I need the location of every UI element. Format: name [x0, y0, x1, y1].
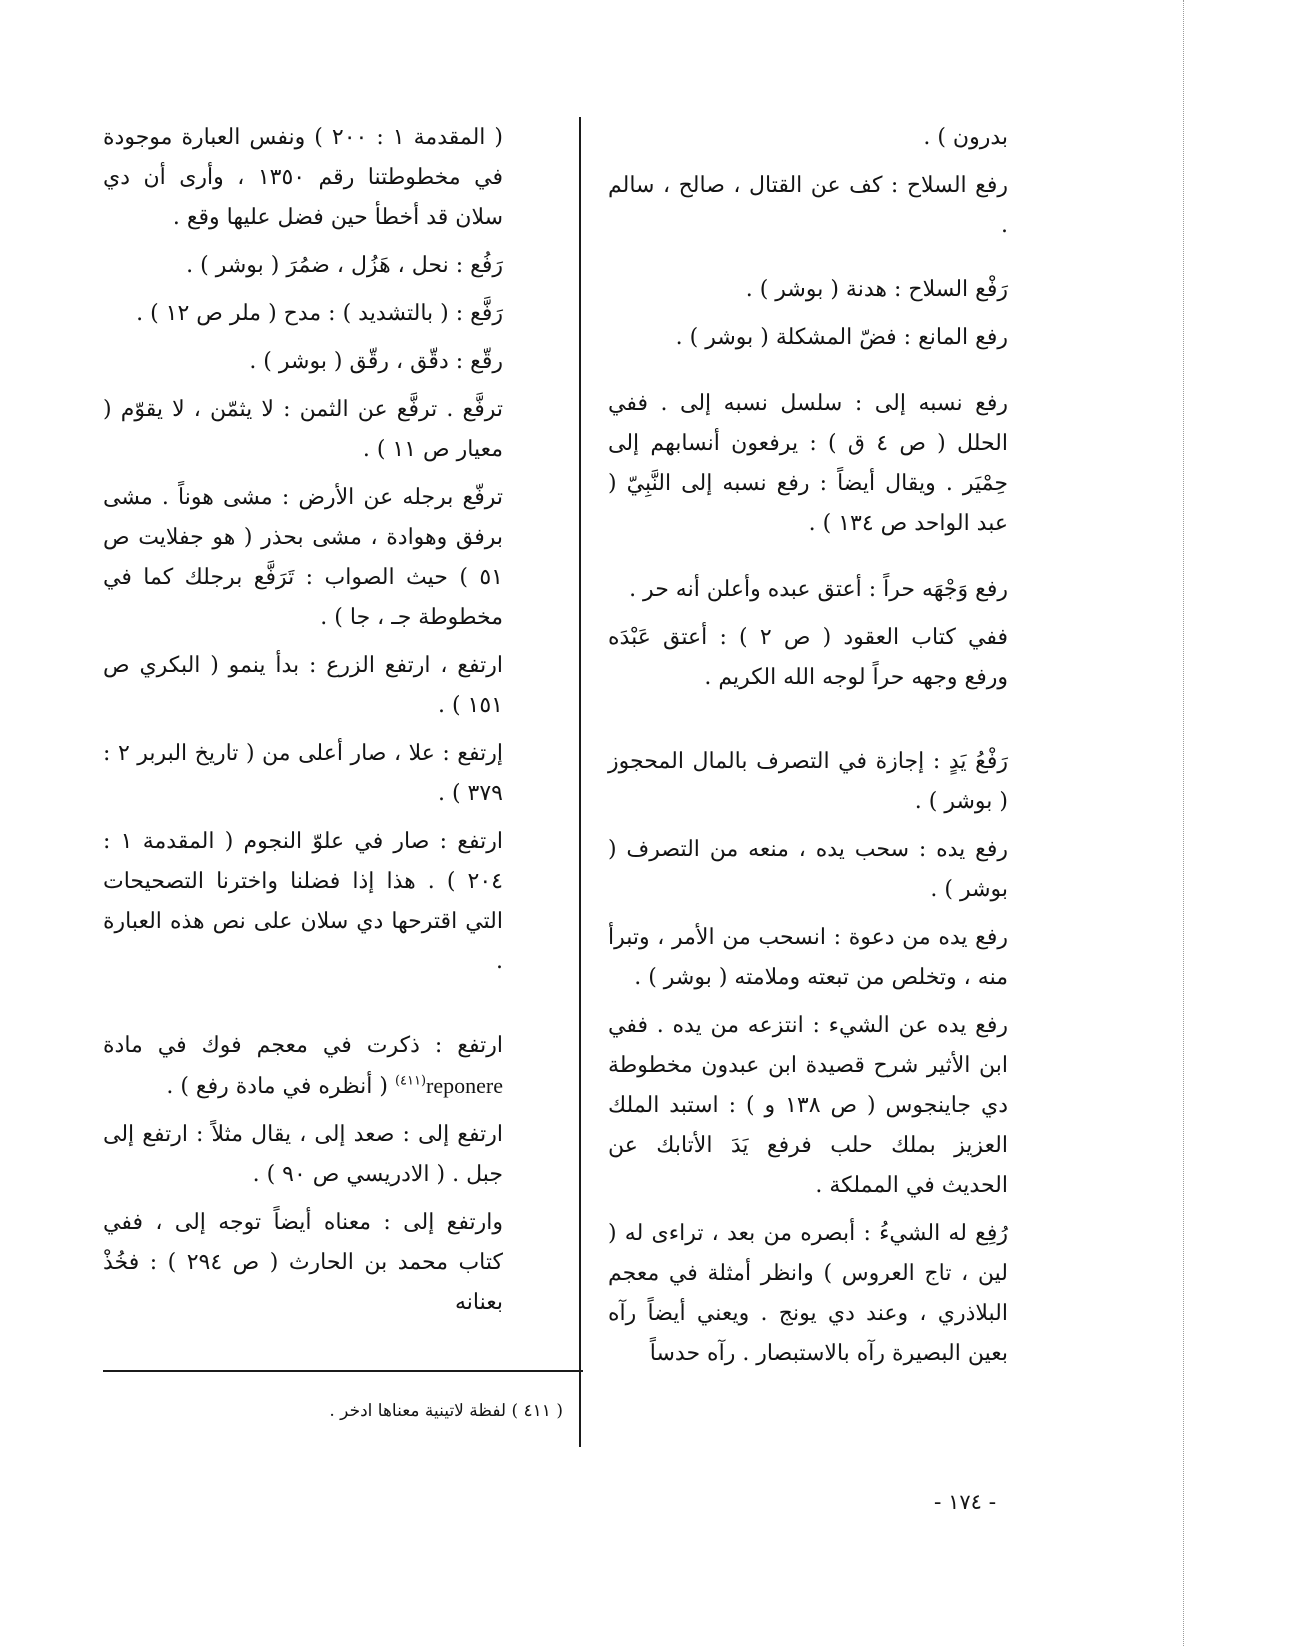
dictionary-entry — [608, 166, 1008, 246]
footnote-marker: (٤١١) — [394, 1073, 427, 1089]
footnote-rule — [103, 1370, 583, 1372]
dictionary-entry — [103, 1203, 503, 1323]
scan-edge-line — [1183, 0, 1184, 1646]
dictionary-entry — [103, 1115, 503, 1195]
entry-text: ارتفع : ذكرت في معجم فوك في مادة — [103, 1033, 503, 1058]
dictionary-entry — [608, 918, 1008, 998]
entry-text: ففي كتاب العقود ( ص ٢ ) : أعتق عَبْدَه ورفع وجهه حراً لوجه الله الكريم . — [608, 625, 1008, 690]
dictionary-entry — [103, 294, 503, 334]
dictionary-entry — [608, 1006, 1008, 1206]
entry-text: رقّع : دقّق ، رقّق ( بوشر ) . — [249, 349, 503, 374]
entry-text: ارتفع ، ارتفع الزرع : بدأ ينمو ( البكري ص ١٥١ ) . — [103, 653, 503, 718]
dictionary-entry — [608, 384, 1008, 544]
entry-text: وارتفع إلى : معناه أيضاً توجه إلى ، ففي كتاب محمد بن الحارث ( ص ٢٩٤ ) : فخُذْ بعنانه — [103, 1210, 503, 1315]
entry-text: رفع نسبه إلى : سلسل نسبه إلى . ففي الحلل ( ص ٤ ق ) : يرفعون أنسابهم إلى حِمْيَر . ويقال أيضاً : رفع نسبه إلى النَّبِيّ ( عبد الواحد ص ١٣٤ ) . — [608, 391, 1008, 536]
entry-text: ترفّع برجله عن الأرض : مشى هوناً . مشى برفق وهوادة ، مشى بحذر ( هو جفلايت ص ٥١ ) حيث الصواب : تَرَفَّع برجلك كما في مخطوطة جـ ، جا ) . — [103, 485, 503, 630]
dictionary-entry — [103, 478, 503, 638]
entry-text: رَفْع السلاح : هدنة ( بوشر ) . — [745, 277, 1008, 302]
entry-text: رَفْعُ يَدٍ : إجازة في التصرف بالمال المحجوز ( بوشر ) . — [608, 749, 1008, 814]
entry-text: رفع يده عن الشيء : انتزعه من يده . ففي ابن الأثير شرح قصيدة ابن عبدون مخطوطة دي جاينجوس ( ص ١٣٨ و ) : استبد الملك العزيز بملك حلب فرفع يَدَ الأتابك عن الحديث في المملكة . — [608, 1013, 1008, 1198]
dictionary-entry — [608, 1214, 1008, 1374]
footnote: ( ٤١١ ) لفظة لاتينية معناها ادخر . — [329, 1401, 563, 1421]
entry-text: رفع يده من دعوة : انسحب من الأمر ، وتبرأ منه ، وتخلص من تبعته وملامته ( بوشر ) . — [608, 925, 1008, 990]
dictionary-entry — [103, 822, 503, 982]
entry-text: بدرون ) . — [923, 125, 1008, 150]
dictionary-entry — [103, 390, 503, 470]
dictionary-entry — [103, 246, 503, 286]
entry-text: ارتفع : صار في علوّ النجوم ( المقدمة ١ : ٢٠٤ ) . هذا إذا فضلنا واخترنا التصحيحات التي اقترحها دي سلان على نص هذه العبارة . — [103, 829, 503, 974]
dictionary-entry — [608, 118, 1008, 158]
dictionary-entry — [608, 742, 1008, 822]
entry-text: رفع وَجْهَه حراً : أعتق عبده وأعلن أنه حر . — [629, 577, 1008, 602]
entry-text: رُفِع له الشيءُ : أبصره من بعد ، تراءى له ( لين ، تاج العروس ) وانظر أمثلة في معجم البلاذري ، وعند دي يونج . ويعني أيضاً رآه بعين البصيرة رآه بالاستبصار . رآه حدساً — [608, 1221, 1008, 1366]
dictionary-entry — [608, 618, 1008, 698]
entry-text: رفع السلاح : كف عن القتال ، صالح ، سالم . — [608, 173, 1008, 238]
entry-text-tail: ( أنظره في مادة رفع ) . — [166, 1074, 388, 1099]
dictionary-entry — [103, 342, 503, 382]
column-divider — [579, 117, 581, 1447]
right-column — [608, 118, 1008, 1374]
page-number: - ١٧٤ - — [933, 1490, 997, 1514]
dictionary-entry — [608, 318, 1008, 358]
left-column — [103, 118, 503, 1323]
entry-text: إرتفع : علا ، صار أعلى من ( تاريخ البربر ٢ : ٣٧٩ ) . — [103, 741, 503, 806]
entry-text: رفع يده : سحب يده ، منعه من التصرف ( بوشر ) . — [608, 837, 1008, 902]
dictionary-entry — [608, 570, 1008, 610]
entry-text: ( المقدمة ١ : ٢٠٠ ) ونفس العبارة موجودة في مخطوطتنا رقم ١٣٥٠ ، وأرى أن دي سلان قد أخطأ حين فضل عليها وقع . — [103, 125, 504, 230]
entry-text: رفع المانع : فضّ المشكلة ( بوشر ) . — [675, 325, 1008, 350]
entry-text: ترفَّع . ترفَّع عن الثمن : لا يثمّن ، لا يقوّم ( معيار ص ١١ ) . — [103, 397, 503, 462]
dictionary-entry — [103, 118, 503, 238]
latin-term: reponere — [426, 1073, 503, 1098]
entry-text: رَفَّع : ( بالتشديد ) : مدح ( ملر ص ١٢ ) . — [136, 301, 503, 326]
dictionary-entry — [608, 270, 1008, 310]
dictionary-entry — [608, 830, 1008, 910]
dictionary-entry — [103, 734, 503, 814]
dictionary-entry — [103, 1026, 503, 1107]
dictionary-entry — [103, 646, 503, 726]
entry-text: رَفُع : نحل ، هَزُل ، ضمُرَ ( بوشر ) . — [186, 253, 503, 278]
entry-text: ارتفع إلى : صعد إلى ، يقال مثلاً : ارتفع إلى جبل . ( الادريسي ص ٩٠ ) . — [103, 1122, 503, 1187]
